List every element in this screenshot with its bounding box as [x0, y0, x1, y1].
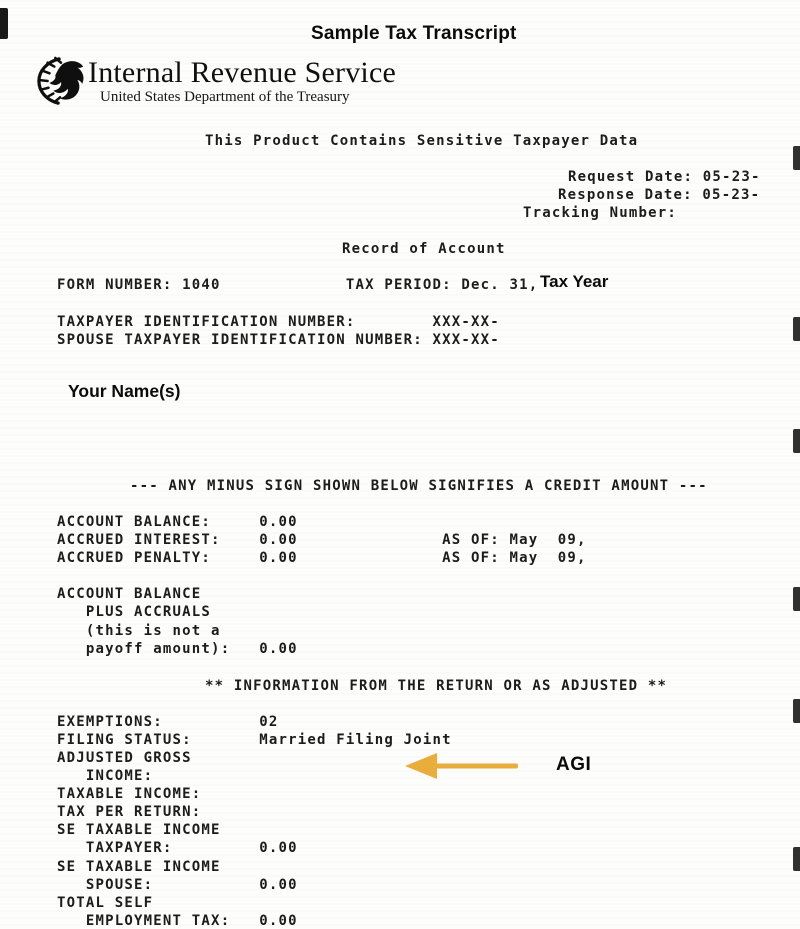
adjusted-gross-line1: ADJUSTED GROSS: [57, 750, 192, 766]
account-balance-line: ACCOUNT BALANCE: 0.00: [57, 514, 298, 530]
scan-artifact-mark: [793, 146, 800, 170]
taxpayer-tin-line: TAXPAYER IDENTIFICATION NUMBER: XXX-XX-: [57, 314, 500, 330]
scan-artifact-mark: [793, 429, 800, 453]
taxable-income-line: TAXABLE INCOME:: [57, 786, 202, 802]
irs-eagle-logo-icon: [35, 56, 89, 106]
total-se-tax-line2: EMPLOYMENT TAX: 0.00: [57, 913, 298, 929]
total-se-tax-line1: TOTAL SELF: [57, 895, 154, 911]
return-info-heading: ** INFORMATION FROM THE RETURN OR AS ADJUSTED **: [205, 678, 668, 694]
accrued-interest-line: ACCRUED INTEREST: 0.00 AS OF: May 09,: [57, 532, 587, 548]
se-taxable-income-spouse-line2: SPOUSE: 0.00: [57, 877, 298, 893]
scan-artifact-mark: [793, 317, 800, 341]
balance-plus-accruals-line3: (this is not a: [57, 623, 221, 639]
form-number-tax-period-line: FORM NUMBER: 1040 TAX PERIOD: Dec. 31,: [57, 277, 539, 293]
page-title: Sample Tax Transcript: [311, 23, 517, 44]
scan-artifact-mark: [793, 847, 800, 871]
agency-name: Internal Revenue Service: [88, 56, 396, 89]
response-date-line: Response Date: 05-23-: [558, 187, 761, 203]
agency-department: United States Department of the Treasury: [100, 89, 350, 105]
spouse-tin-line: SPOUSE TAXPAYER IDENTIFICATION NUMBER: XXX-XX-: [57, 332, 500, 348]
agi-annotation: AGI: [556, 754, 592, 775]
accrued-penalty-line: ACCRUED PENALTY: 0.00 AS OF: May 09,: [57, 550, 587, 566]
agi-arrow-icon: [400, 750, 522, 784]
balance-plus-accruals-line1: ACCOUNT BALANCE: [57, 586, 202, 602]
credit-amount-notice: --- ANY MINUS SIGN SHOWN BELOW SIGNIFIES A CREDIT AMOUNT ---: [130, 478, 708, 494]
sensitive-data-notice: This Product Contains Sensitive Taxpayer Data: [205, 133, 639, 149]
your-names-annotation: Your Name(s): [68, 381, 181, 401]
record-of-account-heading: Record of Account: [342, 241, 506, 257]
scan-artifact-mark: [793, 699, 800, 723]
tax-per-return-line: TAX PER RETURN:: [57, 804, 202, 820]
se-taxable-income-taxpayer-line1: SE TAXABLE INCOME: [57, 822, 221, 838]
balance-plus-accruals-line2: PLUS ACCRUALS: [57, 604, 212, 620]
scan-artifact-mark: [793, 587, 800, 611]
filing-status-line: FILING STATUS: Married Filing Joint: [57, 732, 452, 748]
request-date-line: Request Date: 05-23-: [568, 169, 761, 185]
tax-year-annotation: Tax Year: [540, 272, 609, 291]
exemptions-line: EXEMPTIONS: 02: [57, 714, 279, 730]
scan-artifact-mark: [0, 8, 8, 39]
adjusted-gross-line2: INCOME:: [57, 768, 154, 784]
tracking-number-line: Tracking Number:: [523, 205, 687, 221]
se-taxable-income-spouse-line1: SE TAXABLE INCOME: [57, 859, 221, 875]
payoff-amount-line: payoff amount): 0.00: [57, 641, 298, 657]
se-taxable-income-taxpayer-line2: TAXPAYER: 0.00: [57, 840, 298, 856]
